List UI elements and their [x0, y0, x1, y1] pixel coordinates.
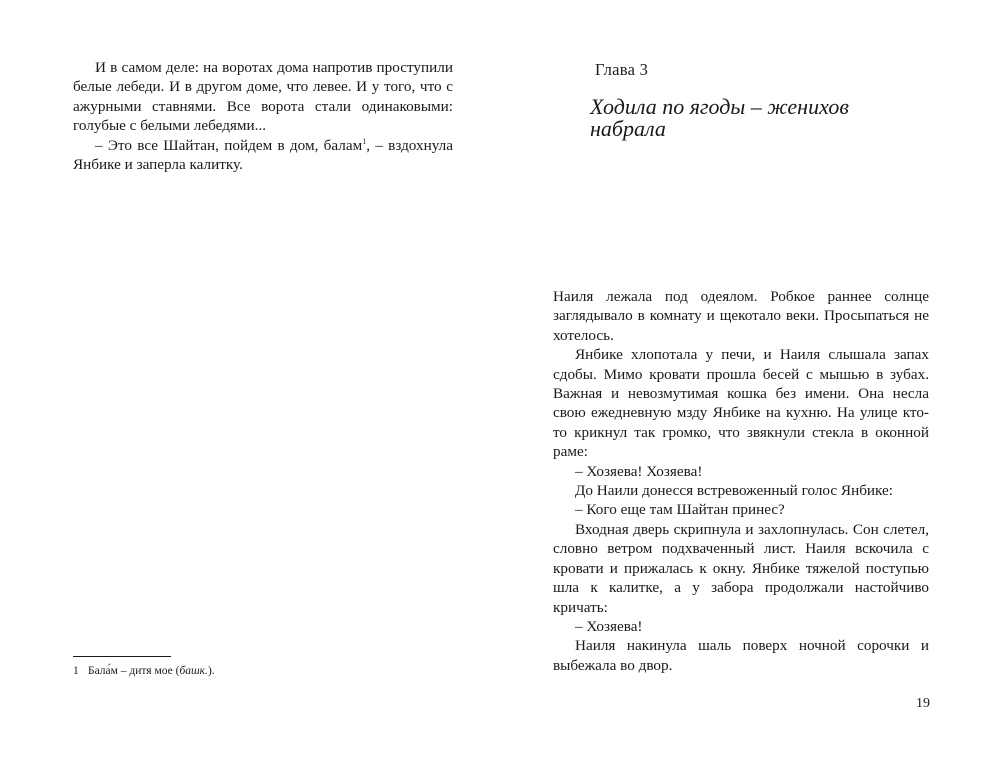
- footnote-reference[interactable]: 1: [362, 136, 367, 146]
- chapter-title-line: Ходила по ягоды – женихов: [590, 94, 849, 119]
- right-page: [500, 0, 1000, 769]
- paragraph: [73, 136, 453, 175]
- dialogue-line: – Кого еще там Шайтан принес?: [575, 501, 785, 519]
- paragraph: И в самом деле: на воротах дома напротив проступили белые лебеди. И в другом доме, что левее. И у того, что с ажурными ставнями. Все ворота стали одинаковыми: голубые с белыми лебедями...: [73, 59, 453, 135]
- page-number: 19: [916, 696, 930, 711]
- paragraph: До Наили донесся встревоженный голос Янбике:: [575, 482, 894, 500]
- chapter-label: Глава 3: [595, 60, 649, 79]
- right-page-text: [553, 287, 929, 675]
- paragraph-text: , – вздохнула Янбике и заперла калитку.: [73, 136, 453, 174]
- footnote-source: башк.: [179, 665, 208, 677]
- left-page-text: [73, 58, 453, 174]
- paragraph: Янбике хлопотала у печи, и Наиля слышала запах сдобы. Мимо кровати прошла бесей с мышью в зубах. Важная и невозмутимая кошка без имени. Она несла свою ежедневную мзду Янбике на кухню. На улице кто-то крикнул так громко, что звякнули стекла в оконной раме:: [553, 346, 929, 461]
- paragraph: Наиля лежала под одеялом. Робкое раннее солнце заглядывало в комнату и щекотало веки. Просыпаться не хотелось.: [553, 288, 929, 344]
- footnote-text: Бала́м – дитя мое (: [88, 665, 180, 677]
- footnote: [73, 664, 453, 678]
- footnote-divider: [73, 656, 171, 657]
- chapter-title: [590, 96, 910, 140]
- dialogue-line: – Хозяева!: [575, 617, 643, 635]
- chapter-title-line: набрала: [590, 116, 666, 141]
- footnote-number: 1: [73, 665, 79, 677]
- dialogue-line: – Хозяева! Хозяева!: [575, 462, 703, 480]
- footnote-text-end: ).: [207, 665, 215, 677]
- paragraph-text: – Это все Шайтан, пойдем в дом, балам: [95, 136, 363, 154]
- paragraph: Наиля накинула шаль поверх ночной сорочки и выбежала во двор.: [553, 637, 929, 674]
- paragraph: Входная дверь скрипнула и захлопнулась. Сон слетел, словно ветром подхваченный лист. Наиля вскочила с кровати и прижалась к окну. Янбике тяжелой поступью шла к калитке, а у забора продолжали настойчиво кричать:: [553, 520, 929, 616]
